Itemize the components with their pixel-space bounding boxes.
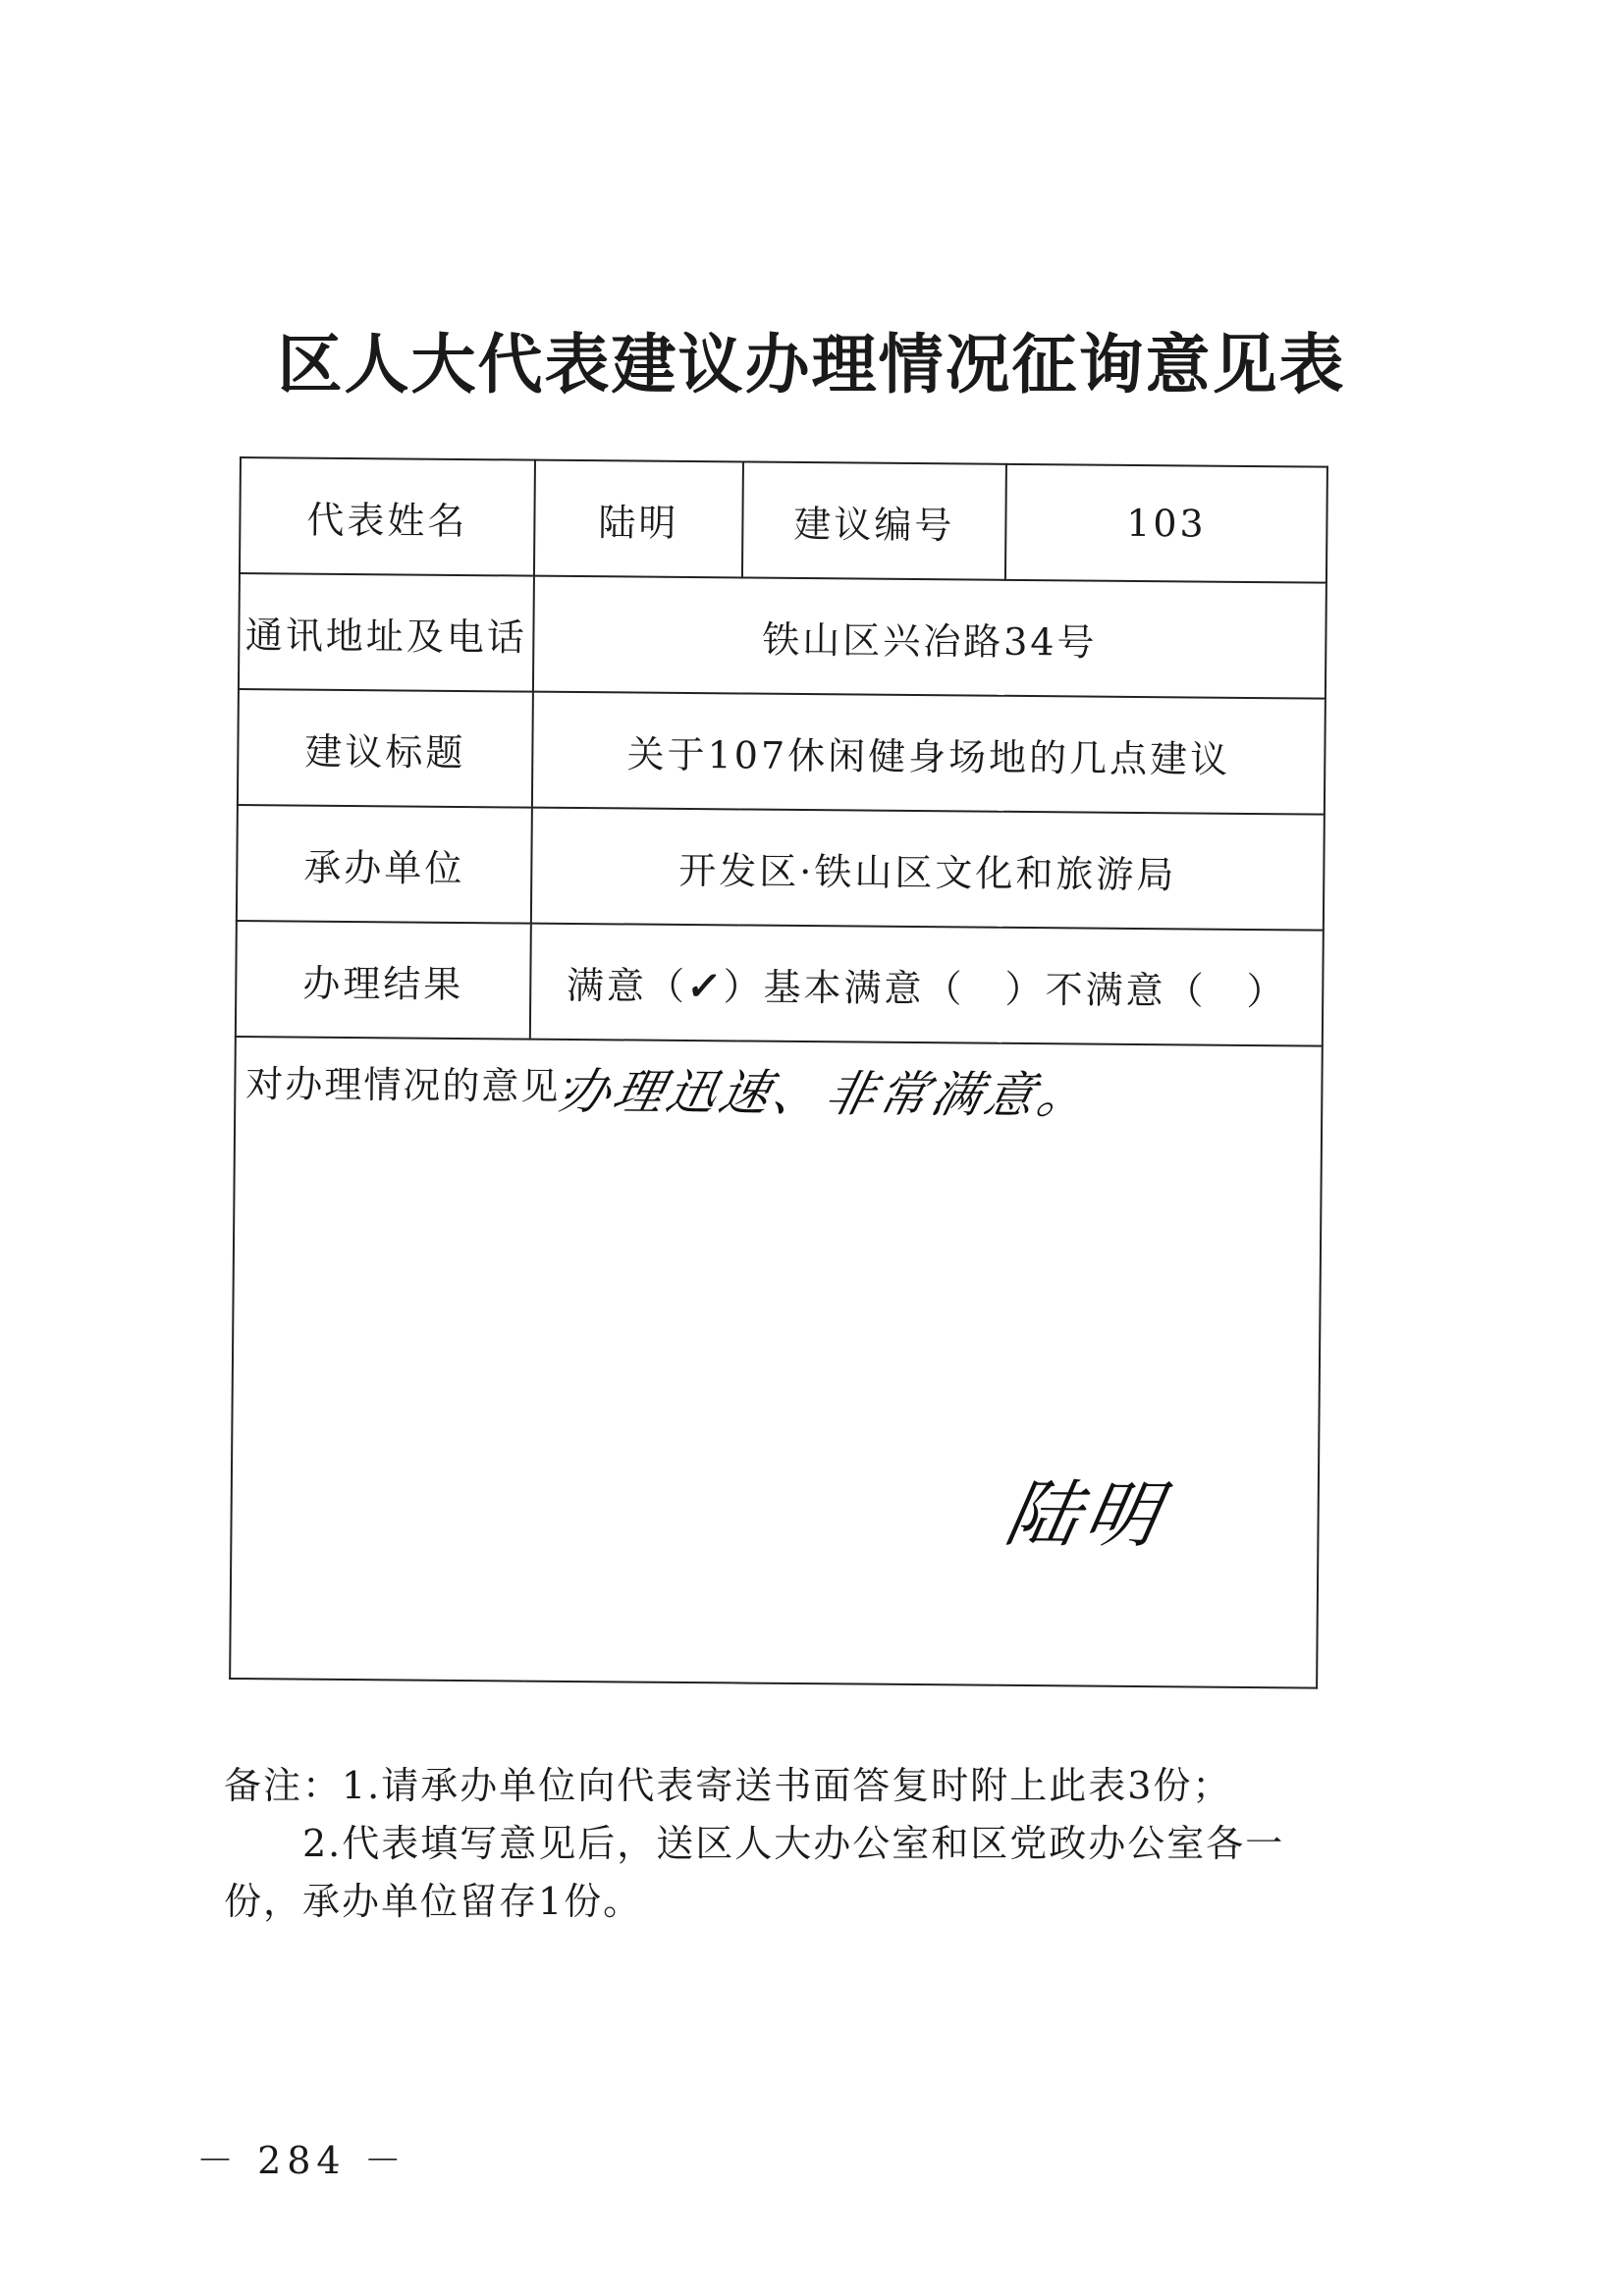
rep-name-label: 代表姓名 — [240, 457, 535, 576]
row-address — [239, 573, 1326, 699]
unit-value: 开发区·铁山区文化和旅游局 — [531, 808, 1325, 931]
page-number: － 284 － — [196, 2139, 407, 2182]
opinion-handwritten: 办理迅速、非常满意。 — [555, 1062, 1098, 1125]
note-line-2: 2.代表填写意见后，送区人大办公室和区党政办公室各一 — [302, 1821, 1285, 1865]
rep-name-value: 陆明 — [534, 460, 743, 578]
row-opinion — [230, 1037, 1323, 1688]
result-basic: ）基本满意（ ） — [723, 964, 1046, 1011]
opinion-label: 对办理情况的意见： — [245, 1062, 600, 1109]
notes — [224, 1757, 1324, 1931]
result-options — [530, 924, 1324, 1046]
result-satisfied: 满意（ — [566, 963, 688, 1008]
row-result — [236, 921, 1324, 1046]
subject-label: 建议标题 — [238, 689, 533, 808]
signature: 陆明 — [999, 1471, 1172, 1559]
proposal-no-value: 103 — [1005, 464, 1327, 583]
page-title: 区人大代表建议办理情况征询意见表 — [277, 327, 1346, 402]
address-label: 通讯地址及电话 — [239, 573, 534, 692]
row-representative — [240, 457, 1327, 583]
unit-label: 承办单位 — [237, 805, 532, 924]
opinion-form-table — [229, 456, 1328, 1689]
address-value: 铁山区兴冶路34号 — [533, 576, 1326, 699]
checkmark-icon: ✓ — [683, 962, 728, 1009]
result-label: 办理结果 — [236, 921, 531, 1040]
row-subject — [238, 689, 1325, 815]
note-line-3: 份，承办单位留存1份。 — [224, 1879, 643, 1923]
row-unit — [237, 805, 1325, 931]
subject-value: 关于107休闲健身场地的几点建议 — [532, 692, 1325, 815]
result-unsatisfied: 不满意（ ） — [1045, 967, 1287, 1013]
proposal-no-label: 建议编号 — [742, 461, 1006, 579]
note-line-1: 备注：1.请承办单位向代表寄送书面答复时附上此表3份； — [224, 1764, 1232, 1807]
opinion-cell — [230, 1037, 1323, 1688]
